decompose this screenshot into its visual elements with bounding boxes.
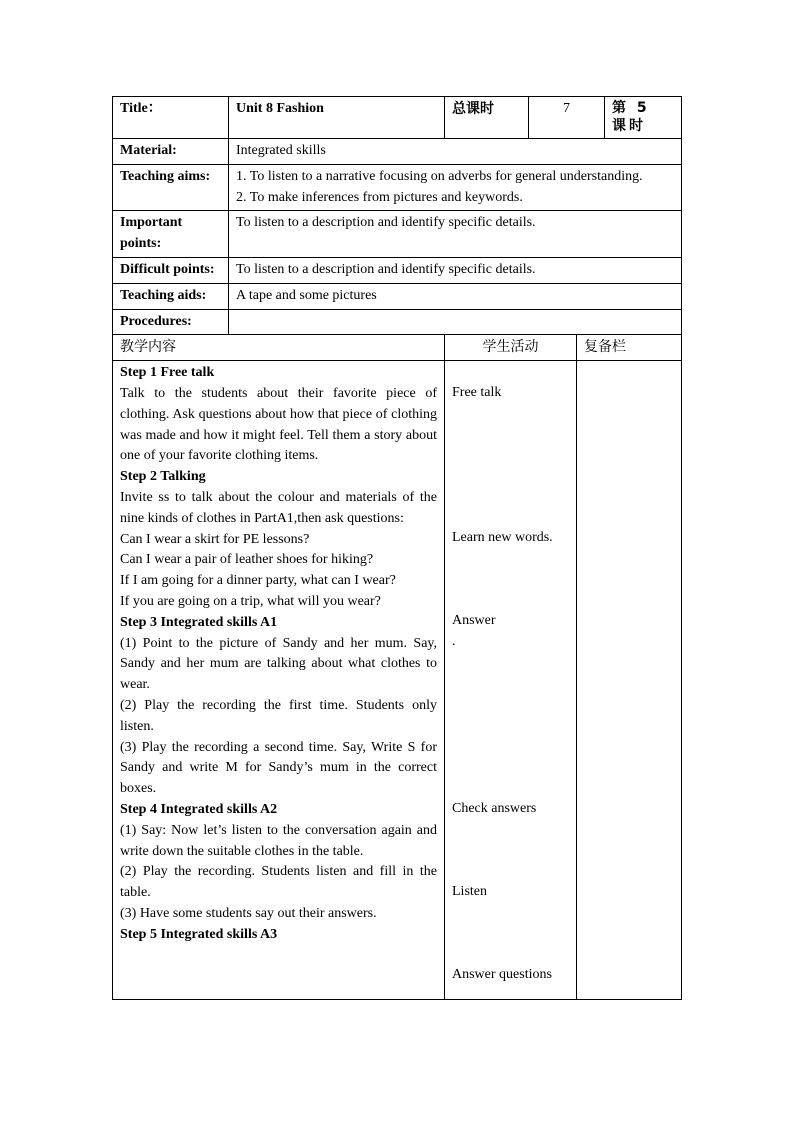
teaching-aims-value (229, 164, 682, 211)
step-4-part-1: (1) Say: Now let’s listen to the conversation again and write down the suitable clothes in the table. (120, 822, 437, 859)
notes-cell (577, 361, 682, 1000)
title-label: Title： (113, 97, 229, 139)
activity-answer: Answer (452, 613, 496, 629)
step-2-question-1: Can I wear a skirt for PE lessons? (120, 531, 310, 547)
step-1-text: Talk to the students about their favorite piece of clothing. Ask questions about how that piece of clothing was made and how it might feel. Tell them a story about one of your favorite clothing items. (120, 385, 437, 464)
step-3-title: Step 3 Integrated skills A1 (120, 614, 278, 630)
teaching-aids-label: Teaching aids: (113, 283, 229, 309)
step-3-part-3: (3) Play the recording a second time. Say, Write S for Sandy and write M for Sandy’s mum in the correct boxes. (120, 739, 437, 797)
student-activity-cell (445, 361, 577, 1000)
teaching-aims-row (113, 164, 682, 211)
notes-column-header: 复备栏 (577, 335, 682, 361)
lesson-number-label: 第 5 课时 (605, 97, 682, 139)
columns-header-row (113, 335, 682, 361)
activity-answer-questions: Answer questions (452, 967, 552, 983)
procedures-value (229, 309, 682, 335)
activity-listen: Listen (452, 884, 487, 900)
teaching-aids-row (113, 283, 682, 309)
material-value: Integrated skills (229, 139, 682, 165)
content-column-header: 教学内容 (113, 335, 445, 361)
title-value: Unit 8 Fashion (229, 97, 445, 139)
step-2-text: Invite ss to talk about the colour and materials of the nine kinds of clothes in PartA1,then ask questions: (120, 489, 437, 526)
important-points-row (113, 211, 682, 258)
step-3-part-2: (2) Play the recording the first time. Students only listen. (120, 697, 437, 734)
step-4-title: Step 4 Integrated skills A2 (120, 801, 278, 817)
difficult-points-value: To listen to a description and identify specific details. (229, 257, 682, 283)
material-row (113, 139, 682, 165)
step-2-question-4: If you are going on a trip, what will you wear? (120, 593, 381, 609)
total-lessons-value: 7 (529, 97, 605, 139)
title-row (113, 97, 682, 139)
activity-column-header: 学生活动 (445, 335, 577, 361)
procedures-content-cell (113, 361, 445, 1000)
difficult-points-row (113, 257, 682, 283)
total-lessons-label: 总课时 (445, 97, 529, 139)
step-4-part-2: (2) Play the recording. Students listen and fill in the table. (120, 864, 437, 901)
teaching-aids-value: A tape and some pictures (229, 283, 682, 309)
aim-1: 1. To listen to a narrative focusing on adverbs for general understanding. (236, 168, 643, 184)
aim-2: 2. To make inferences from pictures and keywords. (236, 189, 523, 205)
activity-answer-dot: . (452, 634, 456, 650)
step-2-question-2: Can I wear a pair of leather shoes for hiking? (120, 552, 374, 568)
procedures-body-row (113, 361, 682, 1000)
step-4-part-3: (3) Have some students say out their answers. (120, 905, 377, 921)
activity-free-talk: Free talk (452, 385, 502, 401)
material-label: Material: (113, 139, 229, 165)
step-3-part-1: (1) Point to the picture of Sandy and her mum. Say, Sandy and her mum are talking about what clothes to wear. (120, 635, 437, 693)
important-points-value: To listen to a description and identify specific details. (229, 211, 682, 258)
step-2-title: Step 2 Talking (120, 469, 206, 485)
lesson-plan-table (112, 96, 682, 1000)
activity-learn-words: Learn new words. (452, 530, 553, 546)
activity-check-answers: Check answers (452, 801, 537, 817)
procedures-row (113, 309, 682, 335)
step-2-question-3: If I am going for a dinner party, what can I wear? (120, 573, 396, 589)
step-1-title: Step 1 Free talk (120, 365, 215, 381)
important-points-label: Important points: (113, 211, 229, 258)
difficult-points-label: Difficult points: (113, 257, 229, 283)
teaching-aims-label: Teaching aims: (113, 164, 229, 211)
step-5-title: Step 5 Integrated skills A3 (120, 926, 278, 942)
procedures-label: Procedures: (113, 309, 229, 335)
